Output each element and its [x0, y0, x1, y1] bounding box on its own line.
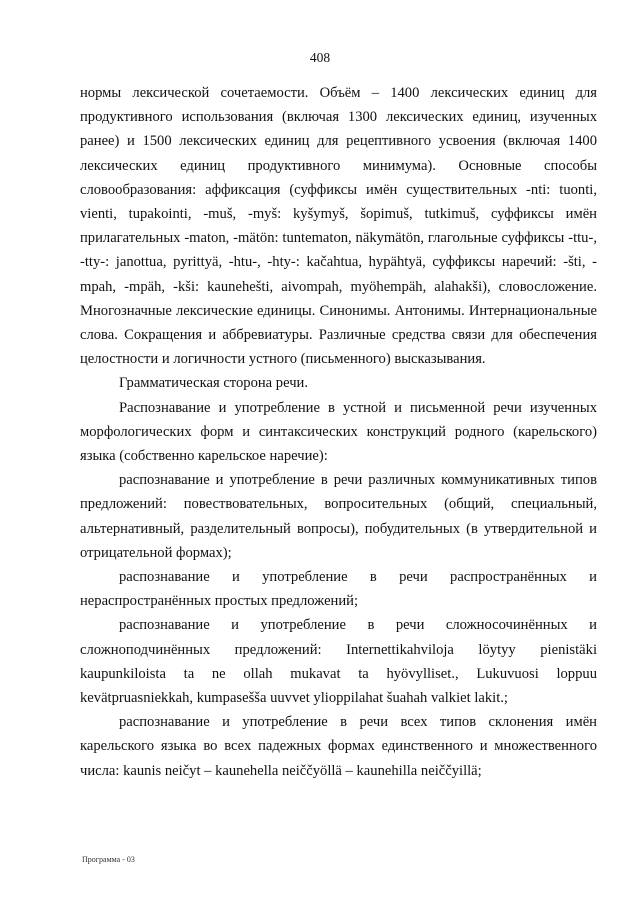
paragraph-simple-sentences: распознавание и употребление в речи распространённых и нераспространённых простых предложений; [80, 569, 597, 610]
page-footer: Программа - 03 [82, 855, 135, 864]
paragraph-communicative-types: распознавание и употребление в речи различных коммуникативных типов предложений: повествовательных, вопросительных (общий, специальный, альтернативный, разделительный вопросы), побудительных (в утвердительной и отрицательной формах); [80, 472, 597, 561]
page-body [80, 81, 597, 783]
paragraph-complex-sentences: распознавание и употребление в речи сложносочинённых и сложноподчинённых предложений: Internettikahviloja löytyy pienistäki kaupunkiloista ta ne ollah mukavat ta hyövylliset., Lukuvuosi loppuu kevätpruasniekkah, kumpasešša uuvvet ylioppilahat šuahah valkiet lakit.; [80, 617, 597, 707]
page-number: 408 [309, 50, 331, 65]
paragraph-grammar-intro: Распознавание и употребление в устной и письменной речи изученных морфологических форм и синтаксических конструкций родного (карельского) языка (собственно карельское наречие): [80, 399, 597, 465]
paragraph-lexicon: нормы лексической сочетаемости. Объём – 1400 лексических единиц для продуктивного использования (включая 1300 лексических единиц, изученных ранее) и 1500 лексических единиц для рецептивного усвоения (включая 1400 лексических единиц продуктивного минимума). Основные способы словообразования: аффиксация (суффиксы имён существительных -nti: tuonti, vienti, tupakointi, -muš, -myš: kyšymyš, šopimuš, tutkimuš, суффиксы имён прилагательных -maton, -mätön: tuntematon, näkymätön, глагольные суффиксы -ttu-, -tty-: janottua, pyrittyä, -htu-, -hty-: kačahtua, hypähtyä, суффиксы наречий: -šti, -mpah, -mpäh, -kši: kaunehešti, aivompah, myöhempäh, alahakši), словосложение. Многозначные лексические единицы. Синонимы. Антонимы. Интернациональные слова. Сокращения и аббревиатуры. Различные средства связи для обеспечения целостности и логичности устного (письменного) высказывания. [80, 85, 597, 368]
paragraph-declension: распознавание и употребление в речи всех типов склонения имён карельского языка во всех падежных формах единственного и множественного числа: kaunis neičyt – kaunehella neiččyöllä – kaunehilla neiččyillä; [80, 714, 597, 779]
heading-grammar: Грамматическая сторона речи. [119, 375, 309, 392]
